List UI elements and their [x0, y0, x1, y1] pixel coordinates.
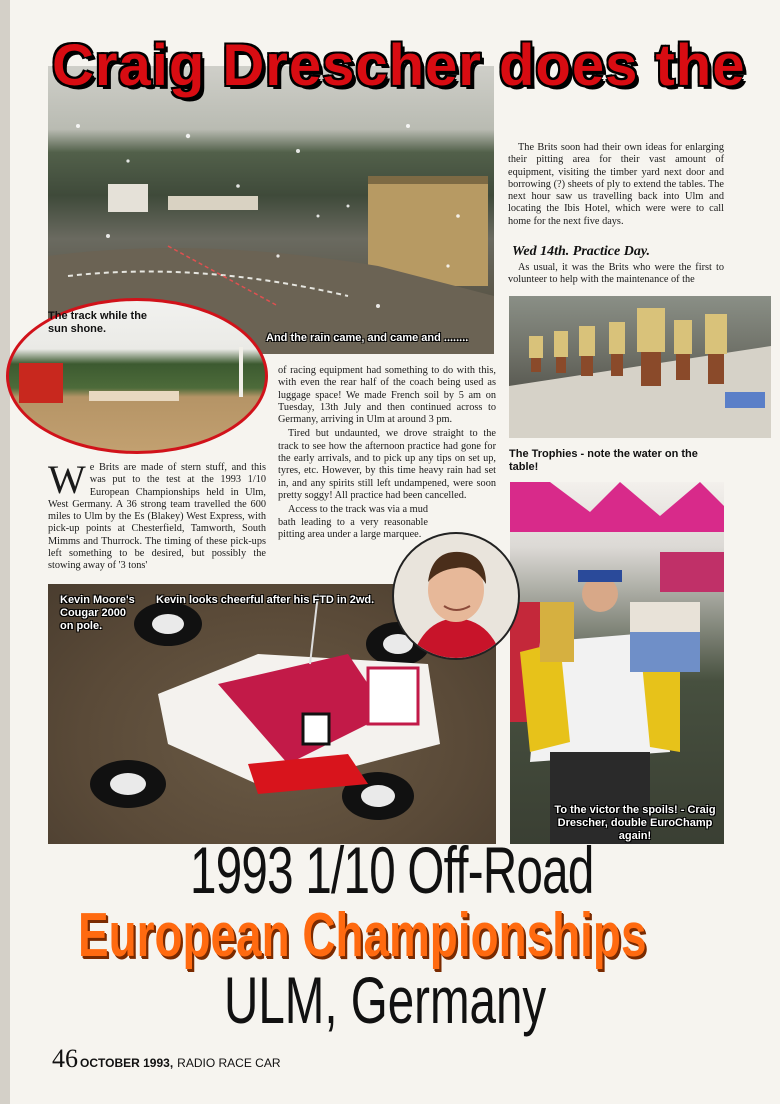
- caption-track-sun: The track while the sun shone.: [48, 310, 148, 335]
- section-heading: Wed 14th. Practice Day.: [512, 244, 651, 259]
- page-number: 46: [52, 1044, 78, 1073]
- col3-paragraph-2: As usual, it was the Brits who were the first to volunteer to help with the maintenance of the: [508, 262, 724, 286]
- article-column-2: [278, 365, 496, 543]
- title-line-1: 1993 1/10 Off-Road: [190, 833, 594, 907]
- article-column-3: [508, 142, 724, 230]
- victor-scene: [510, 482, 724, 844]
- col3-paragraph-1: The Brits soon had their own ideas for enlarging their pitting area for their vast amount of equipment, visiting the timber yard next door and borrowing (?) sheets of ply to extend the tables. The next hour saw us travelling back into Ulm and locating the Ibis Hotel, which were were to call home for the next five days.: [508, 142, 724, 227]
- kevin-portrait-scene: [394, 534, 518, 658]
- drop-cap: W: [48, 457, 86, 502]
- trophies-photo: [509, 296, 771, 438]
- headline: Craig Drescher does the: [52, 33, 746, 98]
- col2-paragraph-3: Access to the track was via a mud bath leading to a very reasonable pitting area under a large marquee.: [278, 504, 428, 540]
- victor-photo: [510, 482, 724, 844]
- trophies-scene: [509, 296, 771, 438]
- caption-trophies: The Trophies - note the water on the table!: [509, 448, 698, 473]
- article-column-1: [48, 457, 266, 575]
- article-column-3-cont: [508, 262, 724, 289]
- caption-rain: And the rain came, and came and ........: [266, 332, 469, 344]
- kevin-portrait-photo: [392, 532, 520, 660]
- page-footer: [52, 1044, 281, 1074]
- caption-victor: To the victor the spoils! - Craig Drescher, double EuroChamp again!: [554, 804, 716, 842]
- caption-kevin-cheerful: Kevin looks cheerful after his FTD in 2wd.: [156, 594, 375, 606]
- col2-paragraph-1: of racing equipment had something to do with this, with even the rear half of the coach being used as luggage space! We made French soil by 5 am on Tuesday, 13th July and then continued across to Germany, arriving in Ulm at around 3 pm.: [278, 365, 496, 426]
- title-line-3: ULM, Germany: [224, 963, 547, 1037]
- page-edge: [0, 0, 10, 1104]
- caption-kevin-car: Kevin Moore's Cougar 2000 on pole.: [60, 594, 135, 632]
- col1-text: e Brits are made of stern stuff, and this was put to the test at the 1993 1/10 European Championships held in Ulm, West Germany. A 36 strong team travelled the 600 miles to Ulm by the Es (Blakey) West Express, with pick-up points at Chesterfield, Tamworth, South Mimms and Thurrock. The timing of these pick-ups left something to be desired, but possibly the stowing away of '3 tons': [48, 462, 266, 572]
- issue-date: OCTOBER 1993,: [80, 1056, 174, 1070]
- magazine-name: RADIO RACE CAR: [177, 1056, 281, 1070]
- col2-paragraph-2: Tired but undaunted, we drove straight to the track to see how the afternoon practice had gone for the early arrivals, and to pick up any tips on set up, tyres, etc. However, by this time heavy rain had set in, and any spirits still left undampened, were soon pretty soggy! All practice had been cancelled.: [278, 428, 496, 501]
- title-line-2: European Championships: [78, 901, 647, 970]
